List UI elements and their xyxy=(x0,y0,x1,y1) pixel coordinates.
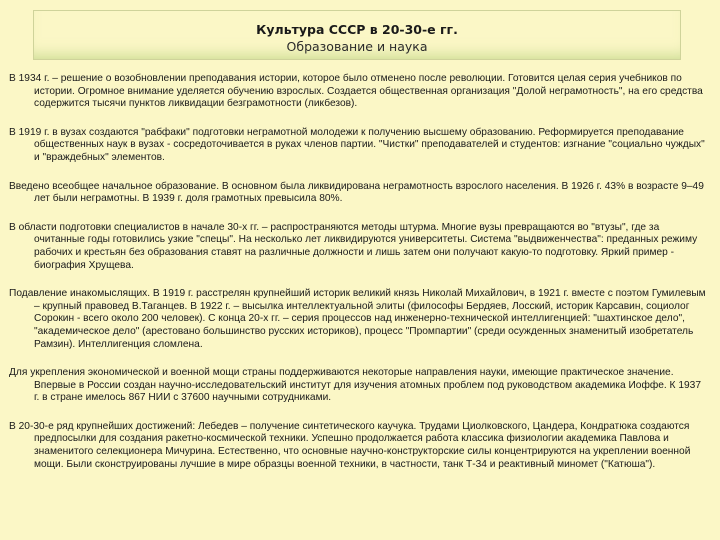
paragraph-dissidents: Подавление инакомыслящих. В 1919 г. расстрелян крупнейший историк великий князь Николай Михайлович, в 1921 г. вместе с поэтом Гумилевым – крупный правовед В.Таганцев. В 1922 г. – высылка интеллектуальной элиты (философы Бердяев, Лосский, историк Карсавин, социолог Сорокин - всего около 200 человек). С конца 20-х гг. – серия процессов над инженерно-технической интеллигенцией: "шахтинское дело", "академическое дело" (арестовано большинство русских историков), процесс "Промпартии" (среди осужденных знаменитый изобретатель Рамзин). Интеллигенция сломлена. xyxy=(9,288,706,350)
paragraph-history-teaching: В 1934 г. – решение о возобновлении преподавания истории, которое было отменено после революции. Готовится целая серия учебников по истории. Огромное внимание уделяется обучению взрослых. Создается общественная организация "Долой неграмотность", на его средства содержится тысячи пунктов ликвидации безграмотности (ликбезов). xyxy=(9,73,703,110)
paragraph-science-support: Для укрепления экономической и военной мощи страны поддерживаются некоторые направления науки, имеющие практическое значение. Впервые в России создан научно-исследовательский институт для изучения атомных проблем под руководством академика Иоффе. К 1937 г. в стране имелось 867 НИИ с 37600 научными сотрудниками. xyxy=(9,367,701,404)
title-box xyxy=(33,10,681,60)
slide-title: Культура СССР в 20-30-е гг. xyxy=(256,22,458,37)
slide-subtitle: Образование и наука xyxy=(286,39,428,54)
paragraph-rabfaki: В 1919 г. в вузах создаются "рабфаки" подготовки неграмотной молодежи к получению высшему образованию. Реформируется преподавание общественных наук в вузах - сосредоточивается в руках членов партии. "Чистки" преподавателей и студентов: изгнание "социально чуждых" и "враждебных" элементов. xyxy=(9,126,705,163)
paragraph-primary-education: Введено всеобщее начальное образование. В основном была ликвидирована неграмотность взрослого населения. В 1926 г. 43% в возрасте 9–49 лет были неграмотны. В 1939 г. доля грамотных превысила 80%. xyxy=(9,180,704,205)
paragraph-specialists: В области подготовки специалистов в начале 30-х гг. – распространяются методы штурма. Многие вузы превращаются во "втузы", где за очитанные годы готовились узкие "спецы". На несколько лет ликвидируются университеты. Система "выдвиженчества": преданных режиму рабочих и крестьян без образования ставят на различные должности и лишь затем они получают какую-то подготовку. Яркий пример - биография Хрущева. xyxy=(9,221,698,271)
paragraph-achievements: В 20-30-е ряд крупнейших достижений: Лебедев – получение синтетического каучука. Трудами Циолковского, Цандера, Кондратюка создаются предпосылки для создания ракетно-космической техники. Успешно продолжается работа классика физиологии академика Павлова и знаменитого селекционера Мичурина. Естественно, что основные научно-конструкторские силы концентрируются на укреплении военной мощи. Были сконструированы лучшие в мире образцы военной техники, в частности, танк Т-34 и реактивный миномет ("Катюша"). xyxy=(9,420,691,470)
content-body xyxy=(9,73,709,487)
